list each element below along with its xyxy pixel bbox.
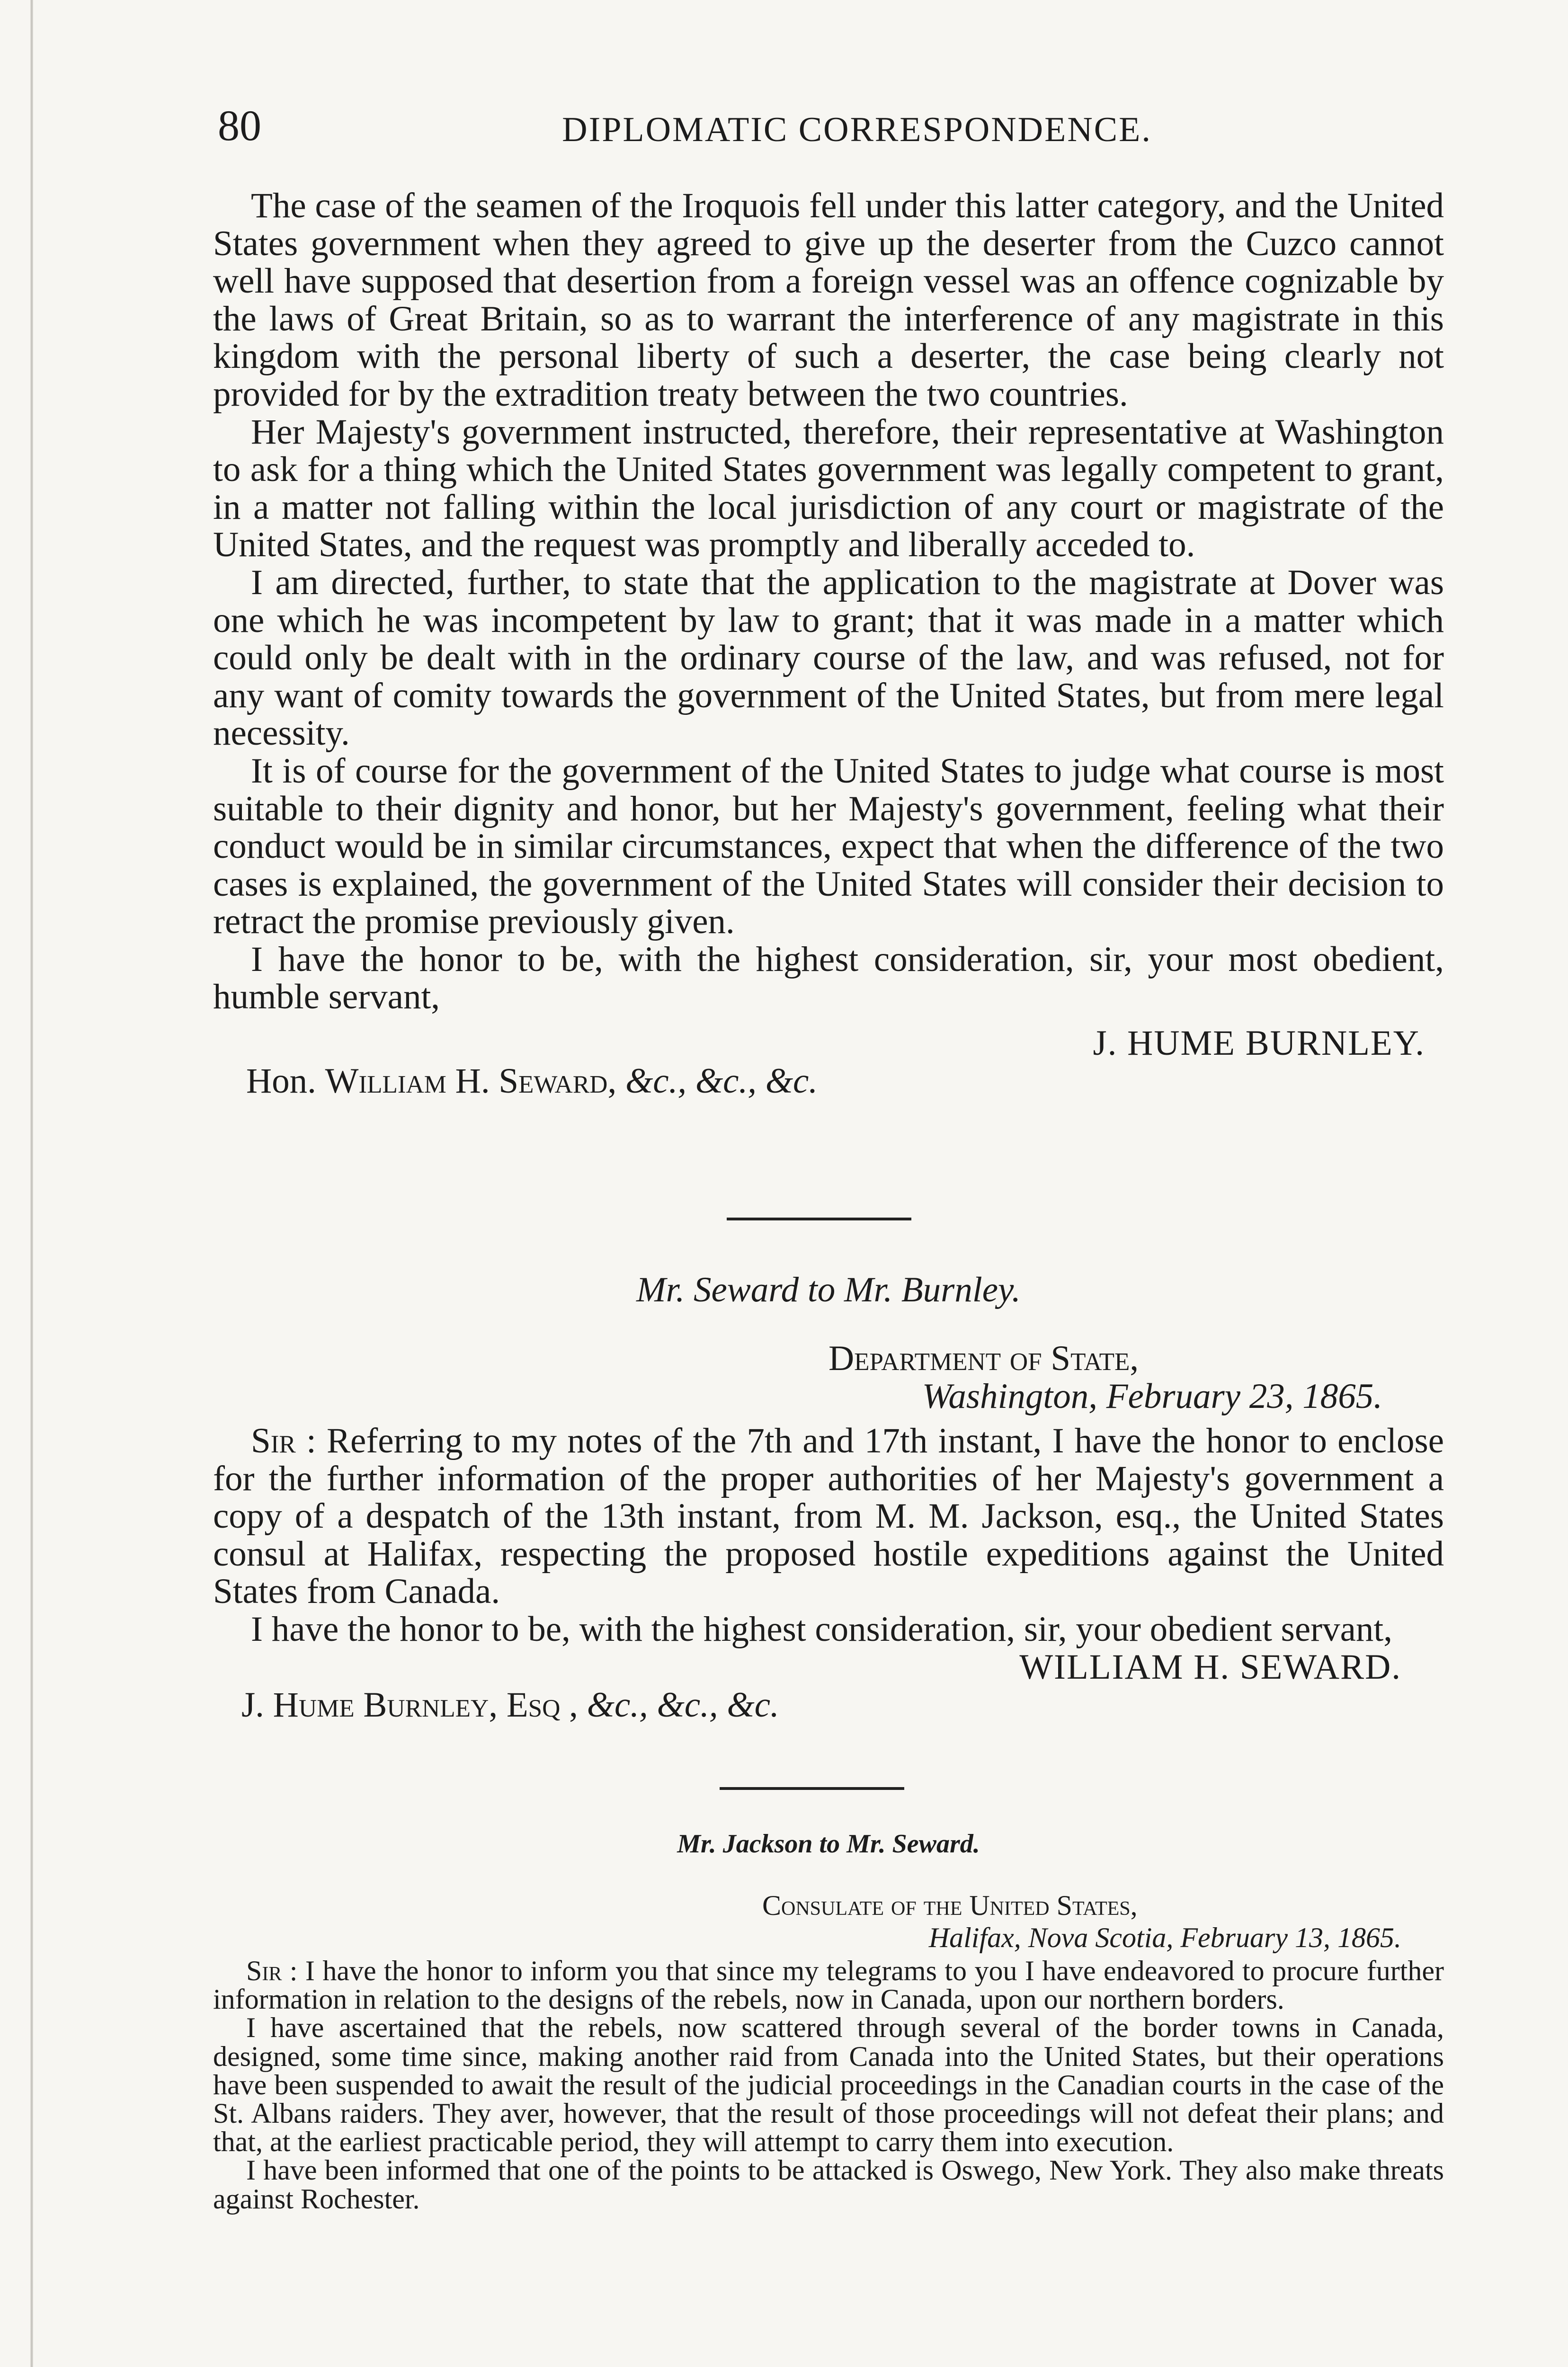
addressee-prefix: Hon.: [246, 1061, 325, 1101]
salutation: Sir :: [246, 1955, 298, 1986]
section-divider: [720, 1787, 904, 1790]
addressee-etc: &c., &c., &c.: [587, 1685, 779, 1725]
paragraph: Her Majesty's government instructed, therefore, their representative at Washington to ask for a thing which the United States government was legally competent to grant, in a matter not falling within the local jurisdiction of any court or magistrate of the United States, and the request was promptly and liberally acceded to.: [213, 412, 1444, 565]
paragraph: [213, 1422, 1444, 1611]
signature: J. HUME BURNLEY.: [1093, 1023, 1425, 1063]
letter-title: Mr. Jackson to Mr. Seward.: [677, 1829, 980, 1859]
letter-department: Consulate of the United States,: [762, 1890, 1138, 1921]
letter-seward: [213, 1269, 1444, 1724]
letter-dateline: Washington, February 23, 1865.: [922, 1377, 1382, 1416]
paragraph: It is of course for the government of the United States to judge what course is most suitable to their dignity and honor, but her Majesty's government, feeling what their conduct would be in similar circumstances, expect that when the difference of the two cases is explained, the government of the United States will consider their decision to retract the promise previously given.: [213, 751, 1444, 942]
letter-title: Mr. Seward to Mr. Burnley.: [636, 1270, 1021, 1309]
addressee: [213, 1062, 1444, 1100]
binding-edge: [30, 0, 33, 2367]
closing-paragraph: I have the honor to be, with the highest consideration, sir, your most obedient, humble servant,: [213, 939, 1444, 1017]
paragraph: I have been informed that one of the points to be attacked is Oswego, New York. They also make threats against Rochester.: [213, 2154, 1444, 2215]
salutation: Sir :: [251, 1421, 316, 1460]
paragraph: I am directed, further, to state that the application to the magistrate at Dover was one which he was incompetent by law to grant; that it was made in a matter which could only be dealt with in the ordinary course of the law, and was refused, not for any want of comity towards the government of the United States, but from mere legal necessity.: [213, 562, 1444, 753]
running-head: DIPLOMATIC CORRESPONDENCE.: [562, 110, 1152, 149]
paragraph: The case of the seamen of the Iroquois fell under this latter category, and the United States government when they agreed to give up the deserter from the Cuzco cannot well have supposed that desertion from a foreign vessel was an offence cognizable by the laws of Great Britain, so as to warrant the interference of any magistrate in this kingdom with the personal liberty of such a deserter, the case being clearly not provided for by the extradition treaty between the two countries.: [213, 186, 1444, 414]
addressee-name: J. Hume Burnley, Esq ,: [241, 1685, 578, 1725]
paragraph-text: Referring to my notes of the 7th and 17th instant, I have the honor to enclose for the further information of the proper authorities of her Majesty's government a copy of a despatch of the 13th instant, from M. M. Jackson, esq., the United States consul at Halifax, respecting the proposed hostile expeditions against the United States from Canada.: [213, 1421, 1444, 1611]
letter-department: Department of State,: [829, 1339, 1139, 1378]
addressee-name: William H. Seward,: [325, 1061, 617, 1101]
letter-burnley: [213, 187, 1444, 1100]
addressee-etc: &c., &c., &c.: [625, 1061, 818, 1101]
addressee: [213, 1686, 1444, 1724]
letter-jackson: [213, 1825, 1444, 2213]
signature: WILLIAM H. SEWARD.: [1019, 1647, 1401, 1687]
paragraph-text: I have the honor to inform you that since my telegrams to you I have endeavored to procure further information in relation to the designs of the rebels, now in Canada, upon our northern borders.: [213, 1955, 1444, 2015]
paragraph: [213, 1957, 1444, 2013]
page-number: 80: [218, 101, 261, 150]
letter-dateline: Halifax, Nova Scotia, February 13, 1865.: [928, 1922, 1401, 1953]
paragraph: I have ascertained that the rebels, now scattered through several of the border towns in Canada, designed, some time since, making another raid from Canada into the United States, but their operations have been suspended to await the result of the judicial proceedings in the Canadian courts in the case of the St. Albans raiders. They aver, however, that the result of those proceedings will not defeat their plans; and that, at the earliest practicable period, they will attempt to carry them into execution.: [213, 2012, 1444, 2158]
page-header: [218, 99, 1439, 156]
closing-paragraph: I have the honor to be, with the highest consideration, sir, your obedient servant,: [251, 1609, 1392, 1649]
section-divider: [727, 1218, 911, 1220]
